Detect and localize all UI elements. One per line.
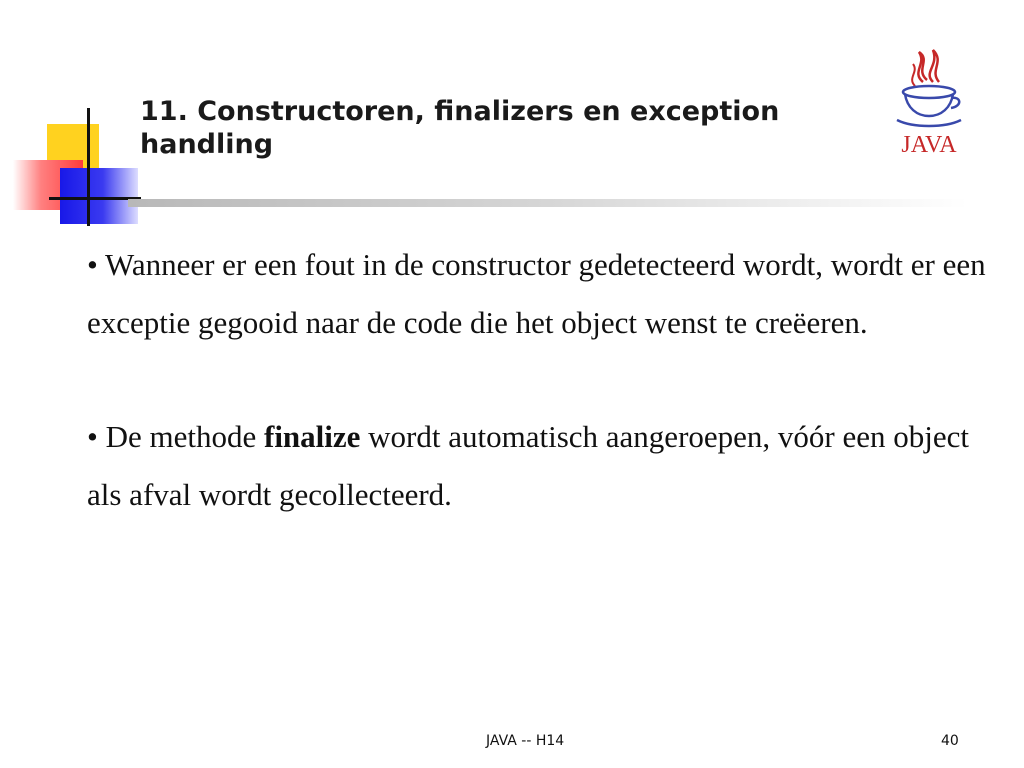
footer-label: JAVA -- H14: [486, 733, 565, 749]
page-number: 40: [941, 733, 959, 749]
bullet-2: [87, 408, 987, 524]
decor-blue-square: [60, 168, 138, 224]
bullet-2-text-after: wordt automatisch aangeroepen, vóór een object als afval wordt gecollecteerd.: [87, 419, 969, 512]
bullet-2-text-before: • De methode: [87, 419, 264, 454]
decor-vertical-line: [87, 108, 90, 226]
bullet-2-keyword: finalize: [264, 419, 361, 454]
slide-body: [87, 236, 987, 524]
bullet-1-text: • Wanneer er een fout in de constructor gedetecteerd wordt, wordt er een exceptie gegooid naar de code die het object wenst te creëeren.: [87, 247, 986, 340]
java-logo-text: JAVA: [901, 132, 957, 158]
title-rule: [128, 199, 968, 207]
java-coffee-cup-icon: [893, 42, 965, 158]
bullet-1: [87, 236, 987, 352]
slide-title: 11. Constructoren, finalizers en exception handling: [140, 96, 780, 160]
java-logo: [893, 42, 965, 158]
